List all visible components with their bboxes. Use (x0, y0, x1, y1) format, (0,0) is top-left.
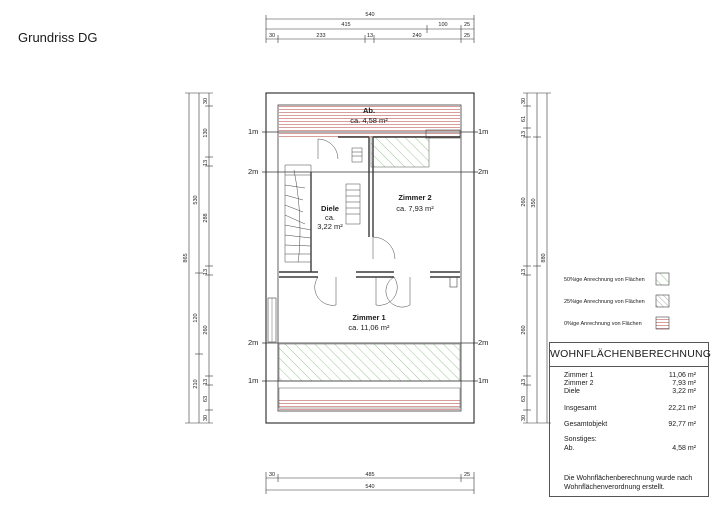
room-ab-area: ca. 4,58 m² (350, 116, 388, 125)
level-label-left-1: 1m (248, 127, 259, 136)
dim-top-r2-a: 30 (268, 33, 276, 39)
legend-label-50: 50%ige Anrechnung von Flächen (564, 277, 645, 283)
dim-right-in-6: 260 (521, 325, 527, 335)
staircase (285, 165, 311, 262)
dim-top-r2-e: 25 (463, 33, 471, 39)
dim-right-in-5: 13 (521, 268, 527, 276)
area-calculation-panel (549, 342, 712, 497)
level-label-right-4: 1m (478, 376, 489, 385)
floor-plan-walls (262, 93, 478, 423)
level-label-left-2: 2m (248, 167, 259, 176)
calc-value: 11,06 m² (668, 372, 696, 379)
dim-left-outer: 865 (183, 253, 189, 263)
level-label-left-3: 2m (248, 338, 259, 347)
room-zimmer2-name: Zimmer 2 (398, 193, 432, 202)
calc-value: 3,22 m² (672, 388, 696, 395)
level-label-right-3: 2m (478, 338, 489, 347)
eaves-area-hatch (279, 400, 460, 410)
level-label-right-2: 2m (478, 167, 489, 176)
dim-right-in-4: 260 (521, 197, 527, 207)
calc-value: 22,21 m² (668, 405, 696, 412)
calc-value: 7,93 m² (672, 380, 696, 387)
calc-label: Sonstiges: (564, 436, 597, 443)
drawing-title: Grundriss DG (18, 30, 98, 45)
legend-label-0: 0%ige Anrechnung von Flächen (564, 321, 642, 327)
calc-row-diele (564, 387, 696, 396)
calc-label: Gesamtobjekt (564, 421, 608, 428)
dim-left-in-7: 13 (203, 378, 209, 386)
dim-left-mid-b: 120 (193, 313, 199, 323)
room-diele-area-b: 3,22 m² (317, 222, 343, 231)
room-diele-name: Diele (321, 204, 339, 213)
dim-left-in-4: 288 (203, 213, 209, 223)
dim-top-r2-b: 233 (316, 33, 326, 39)
dim-left-in-9: 30 (203, 414, 209, 422)
level-label-right-1: 1m (478, 127, 489, 136)
dim-right-in-2: 61 (521, 115, 527, 123)
dim-right-in-7: 13 (521, 378, 527, 386)
calc-label: Zimmer 1 (564, 372, 594, 379)
dim-left-mid-c: 210 (193, 379, 199, 389)
dim-top-r2-d: 240 (412, 33, 422, 39)
panel-heading: WOHNFLÄCHENBERECHNUNG (550, 343, 708, 367)
legend-label-25: 25%ige Anrechnung von Flächen (564, 299, 645, 305)
dim-right-in-3: 13 (521, 130, 527, 138)
dim-bottom-total: 540 (365, 484, 375, 490)
calc-label: Insgesamt (564, 405, 597, 412)
dim-bottom-b: 485 (365, 472, 375, 478)
room-zimmer1-name: Zimmer 1 (352, 313, 386, 322)
dim-top-r1-b: 100 (438, 22, 448, 28)
dim-top-r1-c: 25 (463, 22, 471, 28)
dim-left-in-8: 63 (203, 395, 209, 403)
dim-right-in-8: 63 (521, 395, 527, 403)
room-zimmer1-area: ca. 11,06 m² (348, 323, 390, 332)
calc-row-ab (564, 444, 696, 453)
calc-row-sonstiges (564, 435, 696, 444)
dim-bottom-c: 25 (463, 472, 471, 478)
room-ab-name: Ab. (362, 106, 376, 115)
room-diele-area-a: ca. (324, 213, 336, 222)
dim-left-in-2: 130 (203, 128, 209, 138)
calc-label: Zimmer 2 (564, 380, 594, 387)
dim-top-r2-c: 13 (366, 33, 374, 39)
calc-note: Die Wohnflächenberechnung wurde nach Wohnflächenverordnung erstellt. (564, 475, 693, 491)
left-dimension-chain (185, 93, 213, 423)
dim-top-total: 540 (365, 12, 375, 18)
dim-right-in-9: 30 (521, 414, 527, 422)
dim-left-in-3: 13 (203, 159, 209, 167)
calc-row-gesamtobjekt (564, 420, 696, 429)
attic-steps (346, 148, 362, 224)
level-label-left-4: 1m (248, 376, 259, 385)
dim-top-r1-a: 415 (341, 22, 351, 28)
zimmer1-hatch (279, 344, 460, 381)
room-zimmer2-area: ca. 7,93 m² (396, 204, 434, 213)
calc-label: Diele (564, 388, 580, 395)
calc-value: 4,58 m² (672, 445, 696, 452)
calc-row-insgesamt (564, 404, 696, 413)
dim-left-mid-a: 530 (193, 195, 199, 205)
dim-right-mid: 350 (531, 198, 537, 208)
dim-bottom-a: 30 (268, 472, 276, 478)
calc-value: 92,77 m² (668, 421, 696, 428)
dim-left-in-1: 30 (203, 97, 209, 105)
dim-left-in-6: 260 (203, 325, 209, 335)
dim-right-outer: 880 (541, 253, 547, 263)
dim-left-in-5: 13 (203, 268, 209, 276)
calc-label: Ab. (564, 445, 575, 452)
dim-right-in-1: 30 (521, 97, 527, 105)
zimmer2-hatch (371, 137, 429, 167)
